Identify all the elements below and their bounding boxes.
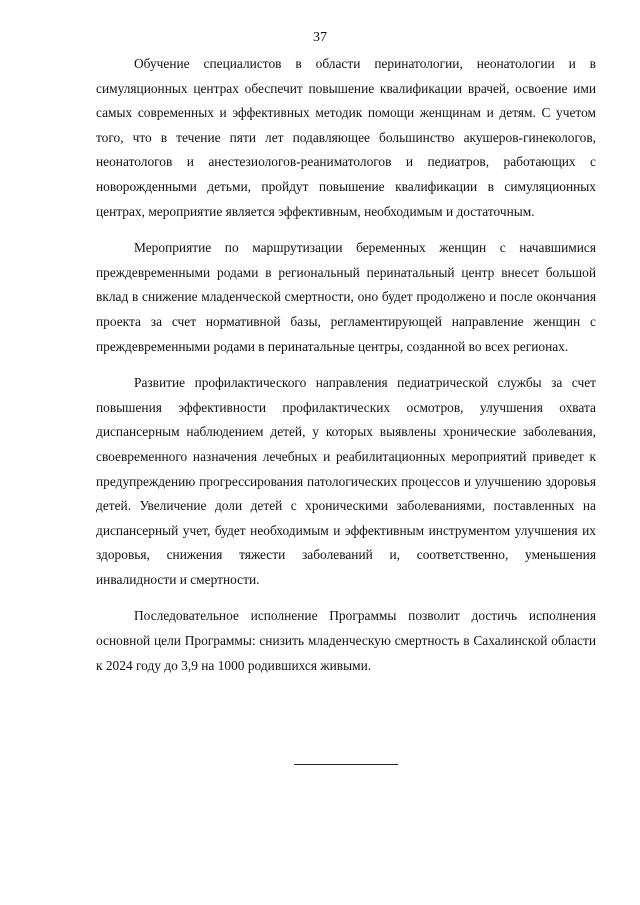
- document-body: [96, 52, 596, 690]
- paragraph-specialist-training: Обучение специалистов в области перинатологии, неонатологии и в симуляционных центрах обеспечит повышение квалификации врачей, освоение ими самых современных и эффективных методик помощи женщинам и детям. С учетом того, что в течение пяти лет подавляющее большинство акушеров-гинекологов, неонатологов и анестезиологов-реаниматологов и педиатров, работающих с новорожденными детьми, пройдут повышение квалификации в симуляционных центрах, мероприятие является эффективным, необходимым и достаточным.: [96, 56, 596, 219]
- paragraph-program-goal: Последовательное исполнение Программы позволит достичь исполнения основной цели Программы: снизить младенческую смертность в Сахалинской области к 2024 году до 3,9 на 1000 родившихся живыми.: [96, 608, 596, 673]
- end-of-text-divider: [294, 764, 398, 765]
- page-number: 37: [313, 30, 327, 45]
- paragraph-preventive-pediatrics: Развитие профилактического направления педиатрической службы за счет повышения эффективности профилактических осмотров, улучшения охвата диспансерным наблюдением детей, у которых выявлены хронические заболевания, своевременного назначения лечебных и реабилитационных мероприятий приведет к предупреждению прогрессирования патологических процессов и улучшению здоровья детей. Увеличение доли детей с хроническими заболеваниями, поставленных на диспансерный учет, будет необходимым и эффективным инструментом улучшения их здоровья, снижения тяжести заболеваний и, соответственно, уменьшения инвалидности и смертности.: [96, 375, 596, 587]
- paragraph-routing-pregnant-women: Мероприятие по маршрутизации беременных женщин с начавшимися преждевременными родами в региональный перинатальный центр внесет большой вклад в снижение младенческой смертности, оно будет продолжено и после окончания проекта за счет нормативной базы, регламентирующей направление женщин с преждевременными родами в перинатальные центры, созданной во всех регионах.: [96, 240, 596, 354]
